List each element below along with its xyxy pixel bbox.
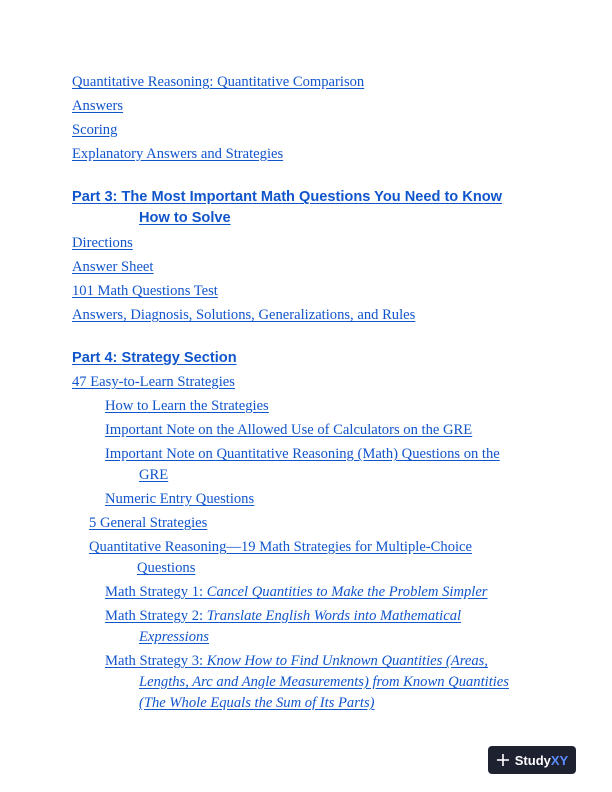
strategy-3-prefix: Math Strategy 3: bbox=[105, 653, 207, 669]
part3-heading[interactable]: Part 3: The Most Important Math Questions You Need to Know bbox=[72, 189, 502, 205]
toc-link-qr-19-strategies-cont[interactable]: Questions bbox=[137, 560, 196, 576]
toc-link-numeric-entry[interactable]: Numeric Entry Questions bbox=[105, 491, 255, 507]
toc-link-math-strategy-3[interactable] bbox=[105, 651, 488, 672]
part4-heading[interactable]: Part 4: Strategy Section bbox=[72, 350, 237, 366]
strategy-2-title: Translate English Words into Mathematical bbox=[206, 608, 462, 624]
toc-link-explanatory[interactable]: Explanatory Answers and Strategies bbox=[72, 146, 284, 162]
toc-link-101-test[interactable]: 101 Math Questions Test bbox=[72, 283, 218, 299]
toc-link-qr-comparison[interactable]: Quantitative Reasoning: Quantitative Comparison bbox=[72, 74, 365, 90]
toc-link-qr-note-cont[interactable]: GRE bbox=[139, 467, 169, 483]
brand-logo-text bbox=[515, 753, 568, 768]
toc-link-math-strategy-3-cont[interactable] bbox=[139, 672, 509, 693]
toc-link-answers[interactable]: Answers bbox=[72, 98, 124, 114]
toc-link-47-strategies[interactable]: 47 Easy-to-Learn Strategies bbox=[72, 374, 235, 390]
toc-link-math-strategy-2[interactable] bbox=[105, 606, 461, 627]
toc-link-math-strategy-3-cont2[interactable] bbox=[139, 693, 375, 714]
toc-link-answer-sheet[interactable]: Answer Sheet bbox=[72, 259, 154, 275]
strategy-2-prefix: Math Strategy 2: bbox=[105, 608, 207, 624]
brand-name-accent: XY bbox=[550, 752, 569, 768]
plus-icon bbox=[496, 753, 510, 767]
toc-link-directions[interactable]: Directions bbox=[72, 235, 133, 251]
strategy-3-title: Know How to Find Unknown Quantities (Areas, bbox=[206, 653, 488, 669]
toc-link-calculator-note[interactable]: Important Note on the Allowed Use of Calculators on the GRE bbox=[105, 422, 473, 438]
toc-link-how-to-learn[interactable]: How to Learn the Strategies bbox=[105, 398, 269, 414]
toc-link-answers-diagnosis[interactable]: Answers, Diagnosis, Solutions, Generalizations, and Rules bbox=[72, 307, 416, 323]
strategy-3-title-cont2: (The Whole Equals the Sum of Its Parts) bbox=[139, 695, 375, 711]
part3-heading-cont[interactable]: How to Solve bbox=[139, 210, 231, 226]
brand-name: Study bbox=[514, 752, 551, 768]
toc-link-math-strategy-1[interactable] bbox=[105, 582, 488, 603]
strategy-1-title: Cancel Quantities to Make the Problem Simpler bbox=[206, 584, 488, 600]
strategy-2-title-cont: Expressions bbox=[139, 629, 209, 645]
toc-link-scoring[interactable]: Scoring bbox=[72, 122, 118, 138]
toc-link-qr-note[interactable]: Important Note on Quantitative Reasoning (Math) Questions on the bbox=[105, 446, 500, 462]
toc-link-qr-19-strategies[interactable]: Quantitative Reasoning—19 Math Strategies for Multiple-Choice bbox=[89, 539, 473, 555]
toc-link-math-strategy-2-cont[interactable] bbox=[139, 627, 209, 648]
studyxy-badge[interactable] bbox=[488, 746, 576, 774]
strategy-1-prefix: Math Strategy 1: bbox=[105, 584, 207, 600]
strategy-3-title-cont: Lengths, Arc and Angle Measurements) from Known Quantities bbox=[139, 674, 509, 690]
toc-link-general-strategies[interactable]: 5 General Strategies bbox=[89, 515, 208, 531]
